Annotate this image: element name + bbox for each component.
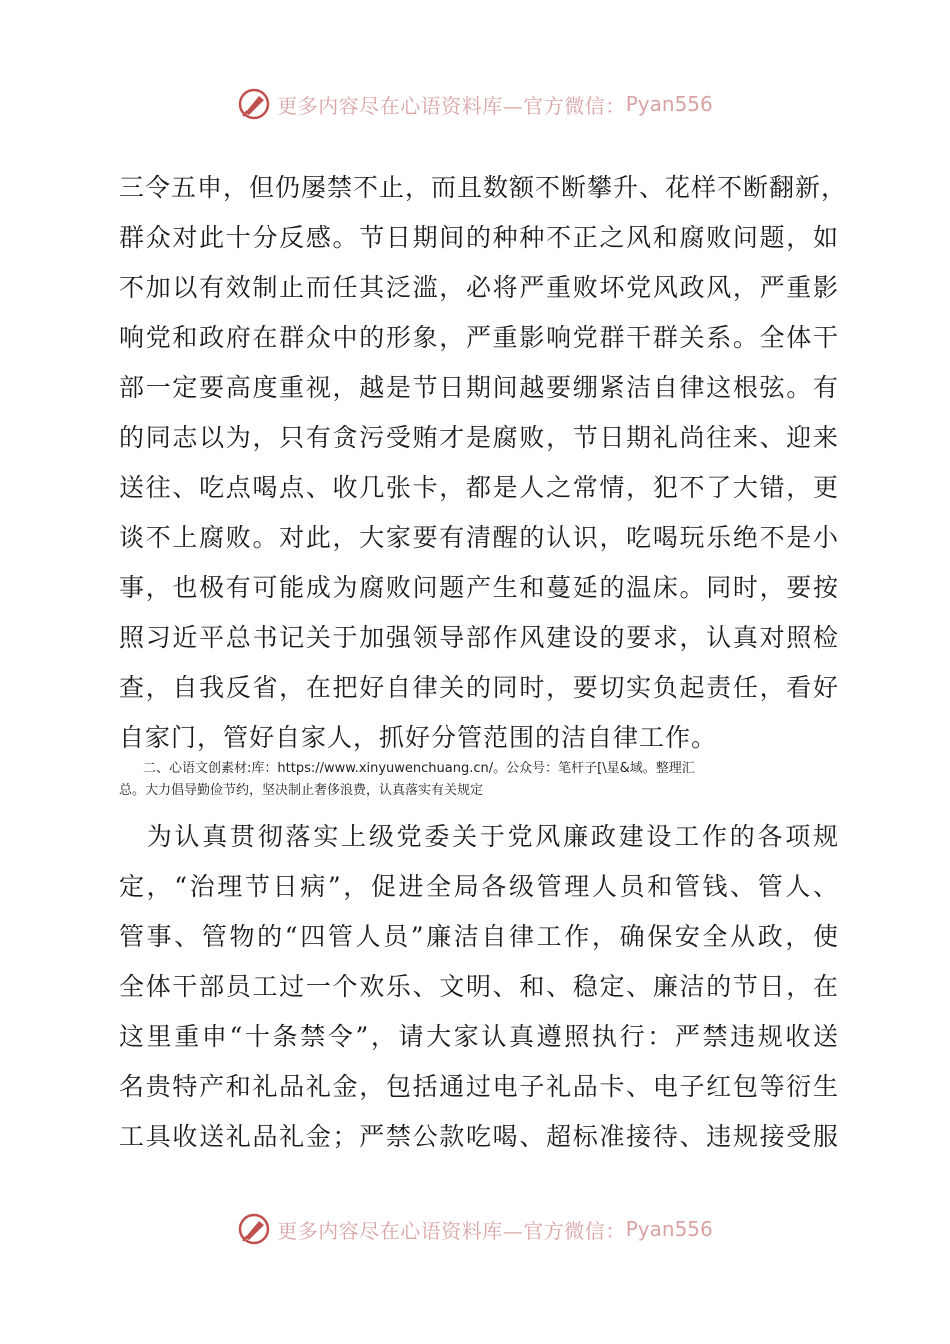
text-line: 送往、吃点喝点、收几张卡，都是人之常情，犯不了大错，更 xyxy=(119,473,839,502)
pen-nib-icon xyxy=(237,1212,271,1246)
text-line: 照习近平总书记关于加强领导部作风建设的要求，认真对照检 xyxy=(119,623,839,652)
text-line: 名贵特产和礼品礼金，包括通过电子礼品卡、电子红包等衍生 xyxy=(119,1072,839,1101)
text-line: 群众对此十分反感。节日期间的种种不正之风和腐败问题，如 xyxy=(119,223,839,252)
header-banner xyxy=(0,84,950,124)
text-line: 为认真贯彻落实上级党委关于党风廉政建设工作的各项规 xyxy=(119,822,839,851)
text-line: 不加以有效制止而任其泛滥，必将严重败坏党风政风，严重影 xyxy=(119,273,839,302)
footer-banner xyxy=(0,1209,950,1249)
paragraph-2 xyxy=(119,812,839,1162)
text-line: 全体干部员工过一个欢乐、文明、和、稳定、廉洁的节日，在 xyxy=(119,972,839,1001)
text-line: 自家门，管好自家人，抓好分管范围的洁自律工作。 xyxy=(119,723,718,752)
header-banner-text: 更多内容尽在心语资料库—官方微信： xyxy=(277,93,626,118)
text-line: 工具收送礼品礼金；严禁公款吃喝、超标准接待、违规接受服 xyxy=(119,1122,839,1151)
text-line: 事，也极有可能成为腐败问题产生和蔓延的温床。同时，要按 xyxy=(119,573,839,602)
text-line: 定，“治理节日病”，促进全局各级管理人员和管钱、管人、 xyxy=(119,872,839,901)
text-line: 部一定要高度重视，越是节日期间越要绷紧洁自律这根弦。有 xyxy=(119,373,839,402)
pen-nib-icon xyxy=(237,87,271,121)
text-line: 管事、管物的“四管人员”廉洁自律工作，确保安全从政，使 xyxy=(119,922,839,951)
text-line: 三令五申，但仍屡禁不止，而且数额不断攀升、花样不断翻新， xyxy=(119,173,848,202)
text-line: 查，自我反省，在把好自律关的同时，要切实负起责任，看好 xyxy=(119,673,839,702)
note-line: 二、心语文创素材:库：https://www.xinyuwenchuang.cn/。公众号：笔杆子[\星&域。整理汇 xyxy=(143,761,695,776)
header-wechat-id: Pyan556 xyxy=(625,92,713,116)
text-line: 的同志以为，只有贪污受贿才是腐败，节日期礼尚往来、迎来 xyxy=(119,423,839,452)
source-note xyxy=(119,758,839,802)
footer-banner-text: 更多内容尽在心语资料库—官方微信： xyxy=(277,1218,626,1243)
text-line: 这里重申“十条禁令”，请大家认真遵照执行：严禁违规收送 xyxy=(119,1022,839,1051)
footer-wechat-id: Pyan556 xyxy=(625,1217,713,1241)
paragraph-1 xyxy=(119,163,848,763)
text-line: 谈不上腐败。对此，大家要有清醒的认识，吃喝玩乐绝不是小 xyxy=(119,523,839,552)
text-line: 响党和政府在群众中的形象，严重影响党群干群关系。全体干 xyxy=(119,323,839,352)
note-line: 总。大力倡导勤俭节约，坚决制止奢侈浪费，认真落实有关规定 xyxy=(119,783,484,798)
